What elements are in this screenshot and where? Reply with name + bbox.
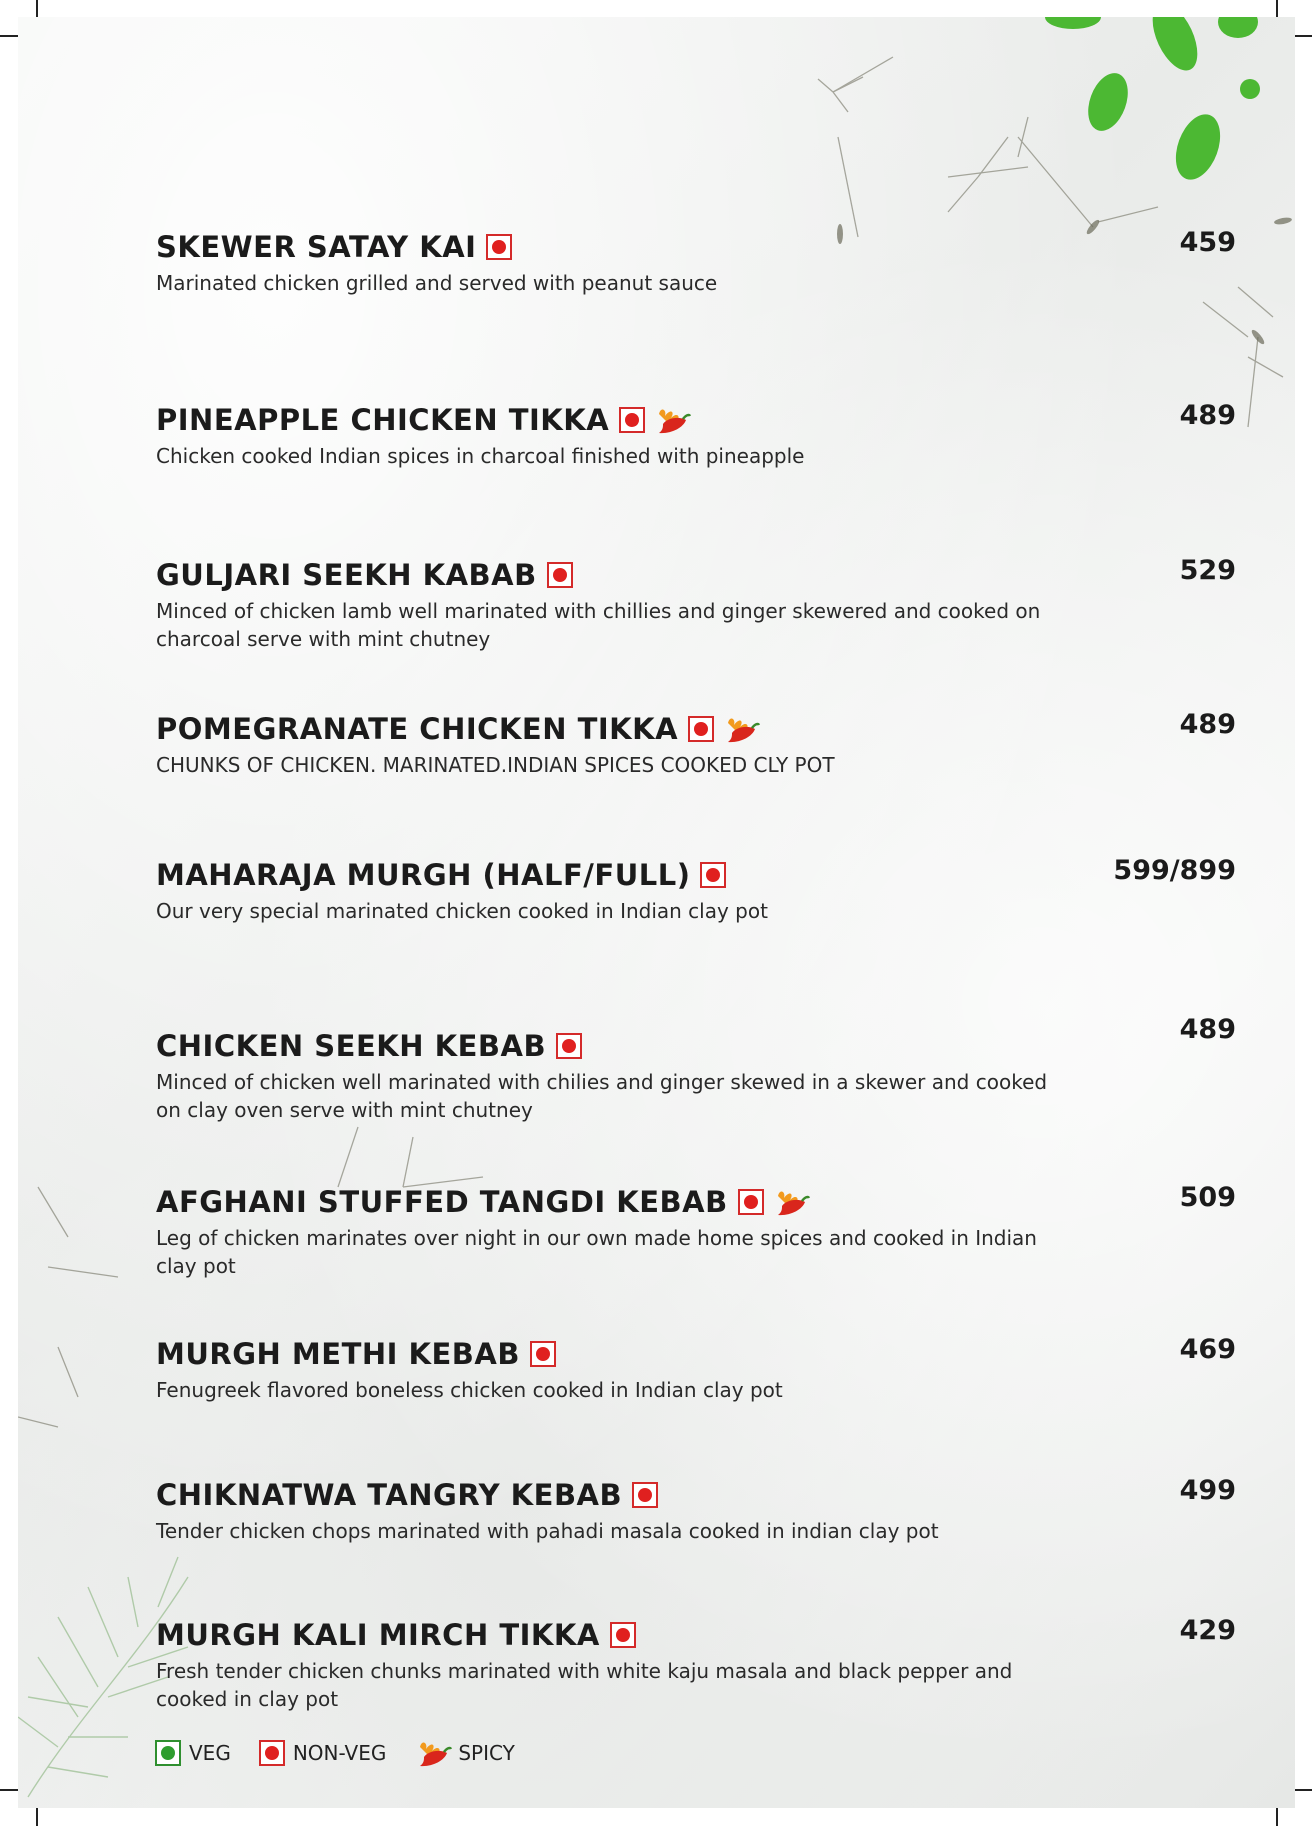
item-description: Minced of chicken well marinated with chilies and ginger skewed in a skewer and cooked on clay oven serve with mint chutney xyxy=(156,1070,1048,1122)
crop-mark xyxy=(0,1789,18,1791)
crop-mark xyxy=(1295,35,1312,37)
menu-item xyxy=(156,1334,1236,1404)
menu-item xyxy=(156,400,1236,470)
menu-item xyxy=(156,855,1236,925)
item-name: MAHARAJA MURGH (HALF/FULL) xyxy=(156,858,691,892)
item-price: 489 xyxy=(1179,400,1236,431)
item-price: 469 xyxy=(1179,1334,1236,1365)
crop-mark xyxy=(1295,1789,1312,1791)
item-price: 429 xyxy=(1179,1615,1236,1646)
menu-item xyxy=(156,1014,1236,1124)
item-description: Our very special marinated chicken cooked in Indian clay pot xyxy=(156,899,768,923)
item-description: Leg of chicken marinates over night in our own made home spices and cooked in Indian clay pot xyxy=(156,1226,1037,1278)
non-veg-icon xyxy=(486,234,512,260)
item-price: 499 xyxy=(1179,1475,1236,1506)
item-name: CHICKEN SEEKH KEBAB xyxy=(156,1029,547,1063)
item-price: 529 xyxy=(1179,555,1236,586)
item-description: Marinated chicken grilled and served with peanut sauce xyxy=(156,271,718,295)
item-description: Chicken cooked Indian spices in charcoal finished with pineapple xyxy=(156,444,805,468)
non-veg-icon xyxy=(259,1740,285,1766)
item-name: AFGHANI STUFFED TANGDI KEBAB xyxy=(156,1185,728,1219)
item-price: 459 xyxy=(1179,227,1236,258)
chili-pepper-icon xyxy=(653,402,691,438)
chili-pepper-icon xyxy=(414,1735,452,1771)
non-veg-icon xyxy=(610,1622,636,1648)
item-price: 489 xyxy=(1179,1014,1236,1045)
non-veg-icon xyxy=(688,716,714,742)
crop-mark xyxy=(1276,1808,1278,1826)
item-name: PINEAPPLE CHICKEN TIKKA xyxy=(156,403,610,437)
item-name: POMEGRANATE CHICKEN TIKKA xyxy=(156,712,679,746)
item-description: Minced of chicken lamb well marinated with chillies and ginger skewered and cooked on charcoal serve with mint chutney xyxy=(156,599,1041,651)
item-name: MURGH METHI KEBAB xyxy=(156,1337,520,1371)
menu-item xyxy=(156,227,1236,297)
item-description: Tender chicken chops marinated with pahadi masala cooked in indian clay pot xyxy=(156,1519,939,1543)
non-veg-icon xyxy=(530,1341,556,1367)
chili-pepper-icon xyxy=(722,711,760,747)
item-price: 489 xyxy=(1179,709,1236,740)
legend-spicy-label: SPICY xyxy=(458,1741,515,1765)
non-veg-icon xyxy=(632,1482,658,1508)
menu-item xyxy=(156,1182,1236,1280)
crop-mark xyxy=(36,1808,38,1826)
veg-icon xyxy=(155,1740,181,1766)
crop-mark xyxy=(0,35,18,37)
legend-non-veg-label: NON-VEG xyxy=(292,1741,387,1765)
menu-item xyxy=(156,709,1236,779)
non-veg-icon xyxy=(547,562,573,588)
chili-pepper-icon xyxy=(772,1184,810,1220)
item-description: CHUNKS OF CHICKEN. MARINATED.INDIAN SPICES COOKED CLY POT xyxy=(156,753,835,777)
item-price: 509 xyxy=(1179,1182,1236,1213)
crop-mark xyxy=(36,0,38,18)
item-name: CHIKNATWA TANGRY KEBAB xyxy=(156,1478,623,1512)
green-leaf-decoration xyxy=(1045,17,1260,186)
non-veg-icon xyxy=(700,862,726,888)
non-veg-icon xyxy=(619,407,645,433)
menu-item xyxy=(156,1615,1236,1713)
non-veg-icon xyxy=(738,1189,764,1215)
menu-page xyxy=(18,17,1295,1808)
legend-veg-label: VEG xyxy=(189,1741,231,1765)
item-name: GULJARI SEEKH KABAB xyxy=(156,558,537,592)
item-name: SKEWER SATAY KAI xyxy=(156,230,477,264)
item-description: Fenugreek flavored boneless chicken cooked in Indian clay pot xyxy=(156,1378,783,1402)
menu-item xyxy=(156,1475,1236,1545)
menu-item xyxy=(156,555,1236,653)
crop-mark xyxy=(1276,0,1278,18)
item-price: 599/899 xyxy=(1113,855,1236,886)
item-description: Fresh tender chicken chunks marinated with white kaju masala and black pepper and cooked in clay pot xyxy=(156,1659,1013,1711)
non-veg-icon xyxy=(556,1033,582,1059)
item-name: MURGH KALI MIRCH TIKKA xyxy=(156,1618,600,1652)
legend xyxy=(155,1735,543,1771)
